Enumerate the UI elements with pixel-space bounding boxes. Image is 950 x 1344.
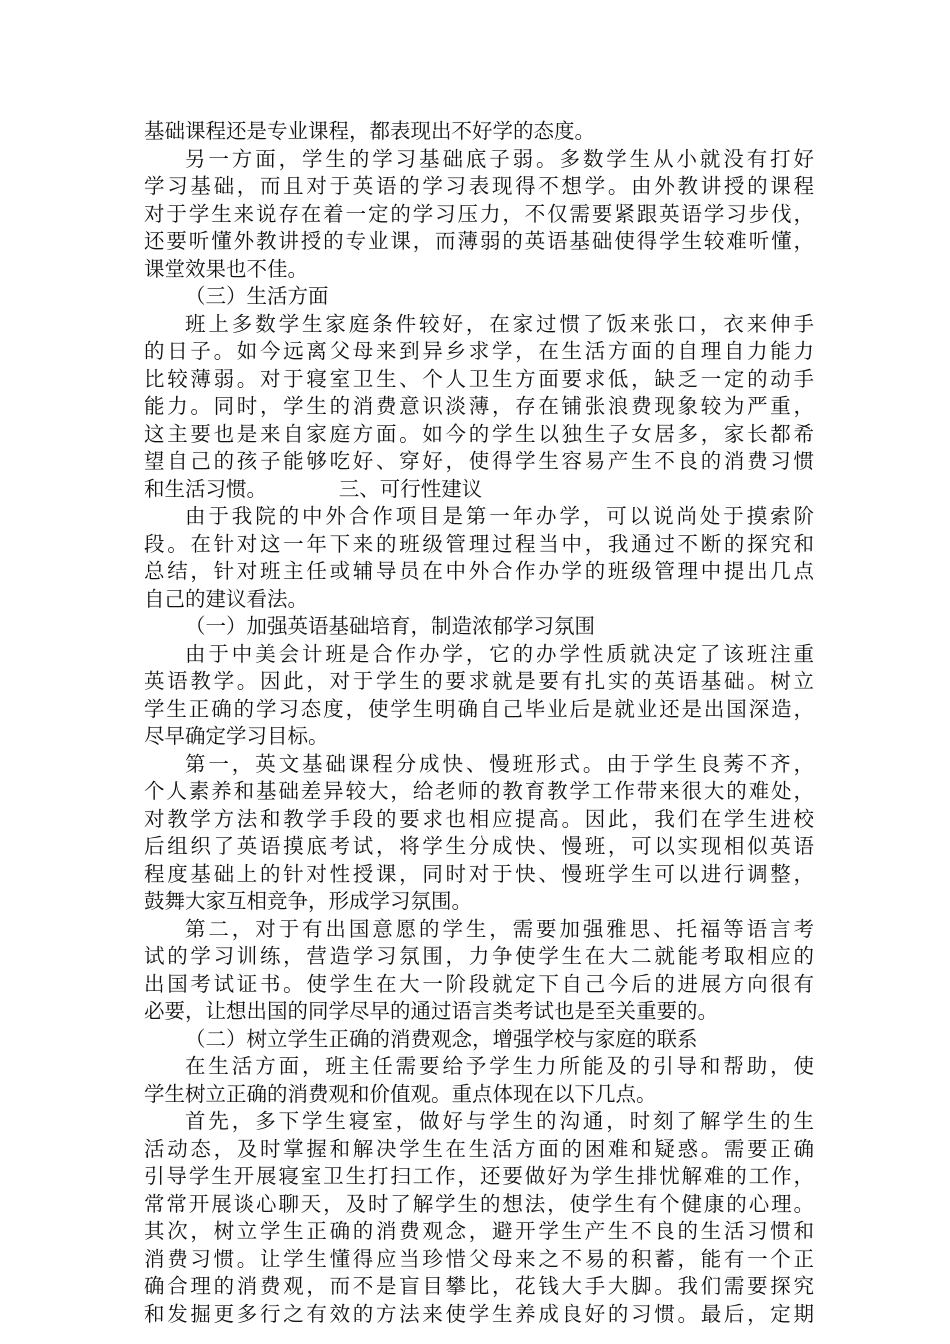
text-line: 首先，多下学生寝室，做好与学生的沟通，时刻了解学生的生 — [185, 1109, 814, 1133]
text-line: 英语教学。因此，对于学生的要求就是要有扎实的英语基础。树立 — [144, 669, 814, 693]
text-line: 自己的建议看法。 — [144, 586, 308, 611]
text-line: 能力。同时，学生的消费意识淡薄，存在铺张浪费现象较为严重， — [144, 394, 814, 418]
text-line: 学习基础，而且对于英语的学习表现得不想学。由外教讲授的课程 — [144, 174, 814, 198]
text-line: 在生活方面，班主任需要给予学生力所能及的引导和帮助，使 — [185, 1054, 814, 1078]
text-line: 这主要也是来自家庭方面。如今的学生以独生子女居多，家长都希 — [144, 421, 814, 446]
text-line: 总结，针对班主任或辅导员在中外合作办学的班级管理中提出几点 — [144, 559, 814, 583]
text-line: 另一方面，学生的学习基础底子弱。多数学生从小就没有打好 — [185, 146, 814, 171]
text-line: 出国考试证书。使学生在大一阶段就定下自己今后的进展方向很有 — [144, 971, 814, 996]
text-line: 后组织了英语摸底考试，将学生分成快、慢班，可以实现相似英语 — [144, 834, 814, 858]
text-line: 鼓舞大家互相竞争，形成学习氛围。 — [144, 889, 472, 913]
text-line: 基础课程还是专业课程，都表现出不好学的态度。 — [144, 119, 595, 143]
text-line: 第一，英文基础课程分成快、慢班形式。由于学生良莠不齐， — [185, 751, 814, 776]
text-line: 第二，对于有出国意愿的学生，需要加强雅思、托福等语言考 — [185, 916, 814, 941]
text-line: 由于中美会计班是合作办学，它的办学性质就决定了该班注重 — [185, 641, 814, 666]
text-line: 程度基础上的针对性授课，同时对于快、慢班学生可以进行调整， — [144, 861, 814, 886]
text-line: （二）树立学生正确的消费观念，增强学校与家庭的联系 — [185, 1026, 698, 1051]
text-line: 个人素养和基础差异较大，给老师的教育教学工作带来很大的难处， — [144, 779, 814, 803]
text-line: （一）加强英语基础培育，制造浓郁学习氛围 — [185, 614, 595, 638]
text-line: 其次，树立学生正确的消费观念，避开学生产生不良的生活习惯和 — [144, 1219, 814, 1243]
text-line: 试的学习训练，营造学习氛围，力争使学生在大二就能考取相应的 — [144, 944, 814, 968]
text-line: 学生正确的学习态度，使学生明确自己毕业后是就业还是出国深造， — [144, 696, 814, 721]
text-line: 和发掘更多行之有效的方法来使学生养成良好的习惯。最后，定期 — [144, 1301, 814, 1326]
text-line: （三）生活方面 — [185, 284, 329, 308]
text-line: 必要，让想出国的同学尽早的通过语言类考试也是至关重要的。 — [144, 999, 718, 1023]
text-line: 和生活习惯。 三、可行性建议 — [144, 476, 483, 501]
document-body — [144, 118, 814, 1328]
text-line: 对于学生来说存在着一定的学习压力，不仅需要紧跟英语学习步伐， — [144, 201, 814, 226]
text-line: 常常开展谈心聊天，及时了解学生的想法，使学生有个健康的心理。 — [144, 1191, 814, 1216]
text-line: 比较薄弱。对于寝室卫生、个人卫生方面要求低，缺乏一定的动手 — [144, 366, 814, 391]
text-line: 活动态，及时掌握和解决学生在生活方面的困难和疑惑。需要正确 — [144, 1136, 814, 1161]
text-line: 班上多数学生家庭条件较好，在家过惯了饭来张口，衣来伸手 — [185, 311, 814, 336]
text-line: 确合理的消费观，而不是盲目攀比，花钱大手大脚。我们需要探究 — [144, 1274, 814, 1298]
text-line: 还要听懂外教讲授的专业课，而薄弱的英语基础使得学生较难听懂， — [144, 229, 814, 253]
text-line: 对教学方法和教学手段的要求也相应提高。因此，我们在学生进校 — [144, 806, 814, 831]
text-line: 由于我院的中外合作项目是第一年办学，可以说尚处于摸索阶 — [185, 504, 814, 528]
text-line: 课堂效果也不佳。 — [144, 256, 308, 281]
text-line: 段。在针对这一年下来的班级管理过程当中，我通过不断的探究和 — [144, 531, 814, 556]
text-line: 的日子。如今远离父母来到异乡求学，在生活方面的自理自力能力 — [144, 339, 814, 363]
text-line: 学生树立正确的消费观和价值观。重点体现在以下几点。 — [144, 1081, 657, 1106]
text-line: 引导学生开展寝室卫生打扫工作，还要做好为学生排忧解难的工作， — [144, 1164, 814, 1188]
text-line: 望自己的孩子能够吃好、穿好，使得学生容易产生不良的消费习惯 — [144, 449, 814, 473]
text-line: 消费习惯。让学生懂得应当珍惜父母来之不易的积蓄，能有一个正 — [144, 1246, 814, 1271]
text-line: 尽早确定学习目标。 — [144, 724, 329, 748]
